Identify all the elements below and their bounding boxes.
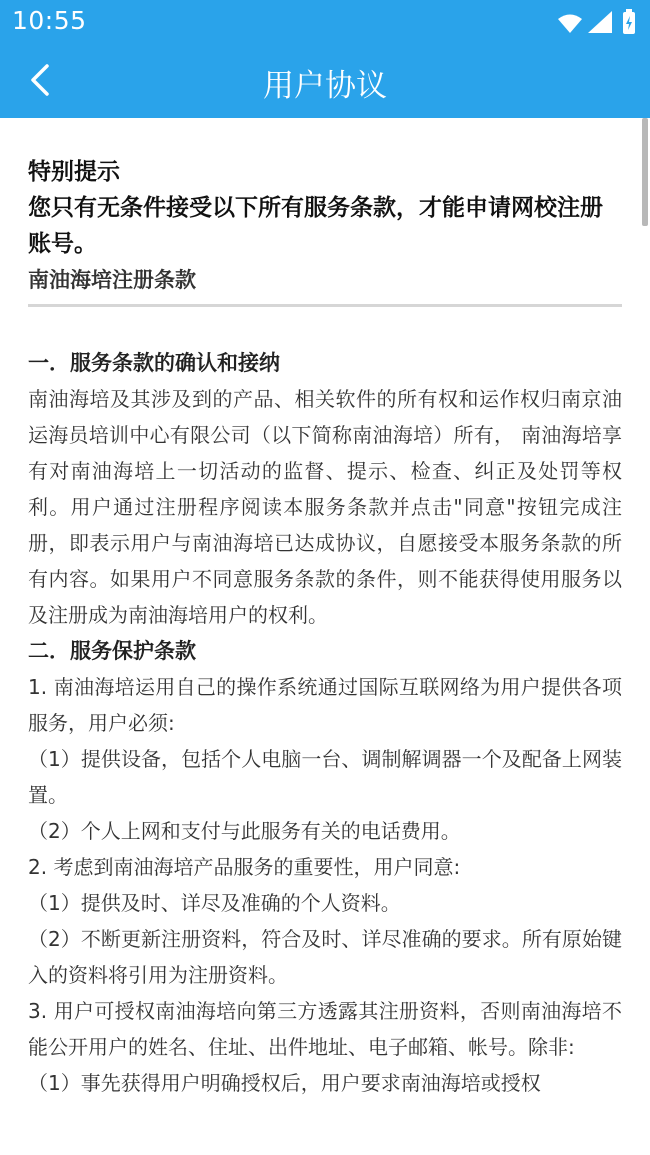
page-title: 用户协议: [263, 68, 387, 104]
section-heading: 二．服务保护条款: [28, 639, 196, 663]
section-paragraph: 2. 考虑到南油海培产品服务的重要性，用户同意:: [28, 855, 461, 879]
section-paragraph: 3. 用户可授权南油海培向第三方透露其注册资料，否则南油海培不能公开用户的姓名、住址、出件地址、电子邮箱、帐号。除非:: [28, 999, 622, 1059]
scrollbar[interactable]: [642, 118, 648, 226]
notice-body: 您只有无条件接受以下所有服务条款，才能申请网校注册账号。: [28, 195, 603, 257]
terms-sections: [28, 345, 622, 1101]
wifi-icon: [558, 15, 582, 34]
app-bar: [0, 44, 650, 118]
agreement-content[interactable]: [0, 118, 650, 1155]
notice-title: 特别提示: [28, 159, 120, 185]
section-paragraph: （1）提供设备，包括个人电脑一台、调制解调器一个及配备上网装置。: [28, 747, 622, 807]
section-heading: 一．服务条款的确认和接纳: [28, 351, 280, 375]
status-bar: [0, 0, 650, 44]
status-icons: [540, 9, 640, 35]
section-paragraph: （1）提供及时、详尽及准确的个人资料。: [28, 891, 401, 915]
signal-icon: [588, 11, 612, 33]
terms-title: 南油海培注册条款: [28, 262, 622, 307]
agreement-document: [28, 154, 622, 1101]
section-paragraph: 1. 南油海培运用自己的操作系统通过国际互联网络为用户提供各项服务，用户必须:: [28, 675, 622, 735]
section-paragraph: 南油海培及其涉及到的产品、相关软件的所有权和运作权归南京油运海员培训中心有限公司（以下简称南油海培）所有， 南油海培享有对南油海培上一切活动的监督、提示、检查、纠正及处罚等权利。用户通过注册程序阅读本服务条款并点击"同意"按钮完成注册，即表示用户与南油海培已达成协议，自愿接受本服务条款的所有内容。如果用户不同意服务条款的条件，则不能获得使用服务以及注册成为南油海培用户的权利。: [28, 387, 622, 627]
section-paragraph: （1）事先获得用户明确授权后，用户要求南油海培或授权: [28, 1071, 541, 1095]
section-paragraph: （2）不断更新注册资料，符合及时、详尽准确的要求。所有原始键入的资料将引用为注册资料。: [28, 927, 622, 987]
status-time: 10:55: [12, 6, 87, 35]
section-paragraph: （2）个人上网和支付与此服务有关的电话费用。: [28, 819, 461, 843]
battery-icon: [623, 9, 635, 34]
top-bar: [0, 0, 650, 118]
